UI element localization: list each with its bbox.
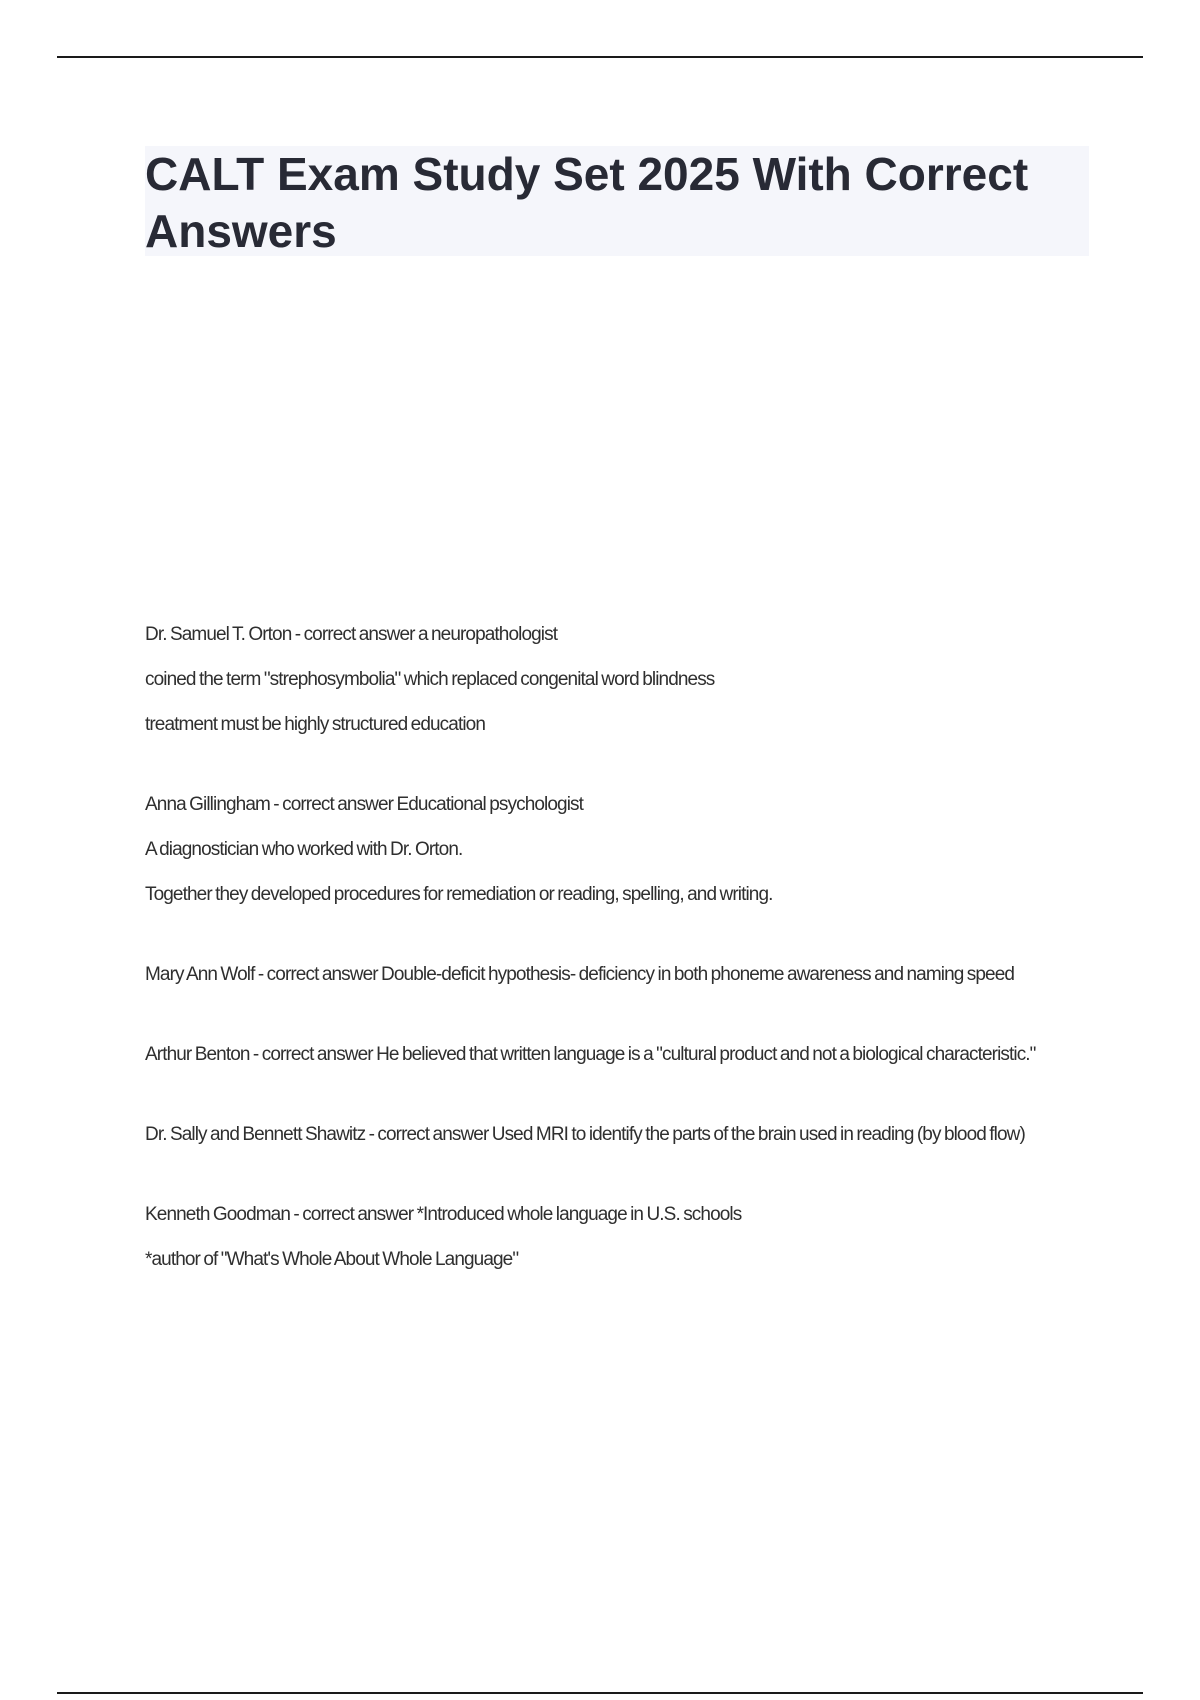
bottom-rule	[57, 1692, 1143, 1694]
entry-shaywitz	[145, 1120, 1065, 1150]
entry-line: Dr. Samuel T. Orton - correct answer a neuropathologist	[145, 624, 558, 645]
entry-line: Anna Gillingham - correct answer Educational psychologist	[145, 794, 583, 815]
top-rule	[57, 56, 1143, 58]
entry-arthur-benton	[145, 1040, 1065, 1070]
document-body	[145, 620, 1065, 1325]
entry-line: Dr. Sally and Bennett Shawitz - correct answer Used MRI to identify the parts of the brain used in reading (by blood flow)	[145, 1124, 1025, 1145]
document-title: CALT Exam Study Set 2025 With Correct Answers	[145, 148, 1029, 257]
entry-line: coined the term "strephosymbolia" which replaced congenital word blindness	[145, 669, 715, 690]
entry-line: Together they developed procedures for remediation or reading, spelling, and writing.	[145, 884, 773, 905]
entry-line: Mary Ann Wolf - correct answer Double-deficit hypothesis- deficiency in both phoneme awareness and naming speed	[145, 964, 1015, 985]
entry-kenneth-goodman	[145, 1200, 1065, 1275]
entry-line: Kenneth Goodman - correct answer *Introduced whole language in U.S. schools	[145, 1204, 742, 1225]
entry-line: Arthur Benton - correct answer He believed that written language is a "cultural product and not a biological characteristic."	[145, 1044, 1036, 1065]
entry-samuel-orton	[145, 620, 1065, 740]
entry-line: treatment must be highly structured education	[145, 714, 485, 735]
entry-anna-gillingham	[145, 790, 1065, 910]
entry-line: A diagnostician who worked with Dr. Orton.	[145, 839, 463, 860]
entry-mary-ann-wolf	[145, 960, 1065, 990]
entry-line: *author of "What's Whole About Whole Language"	[145, 1249, 519, 1270]
